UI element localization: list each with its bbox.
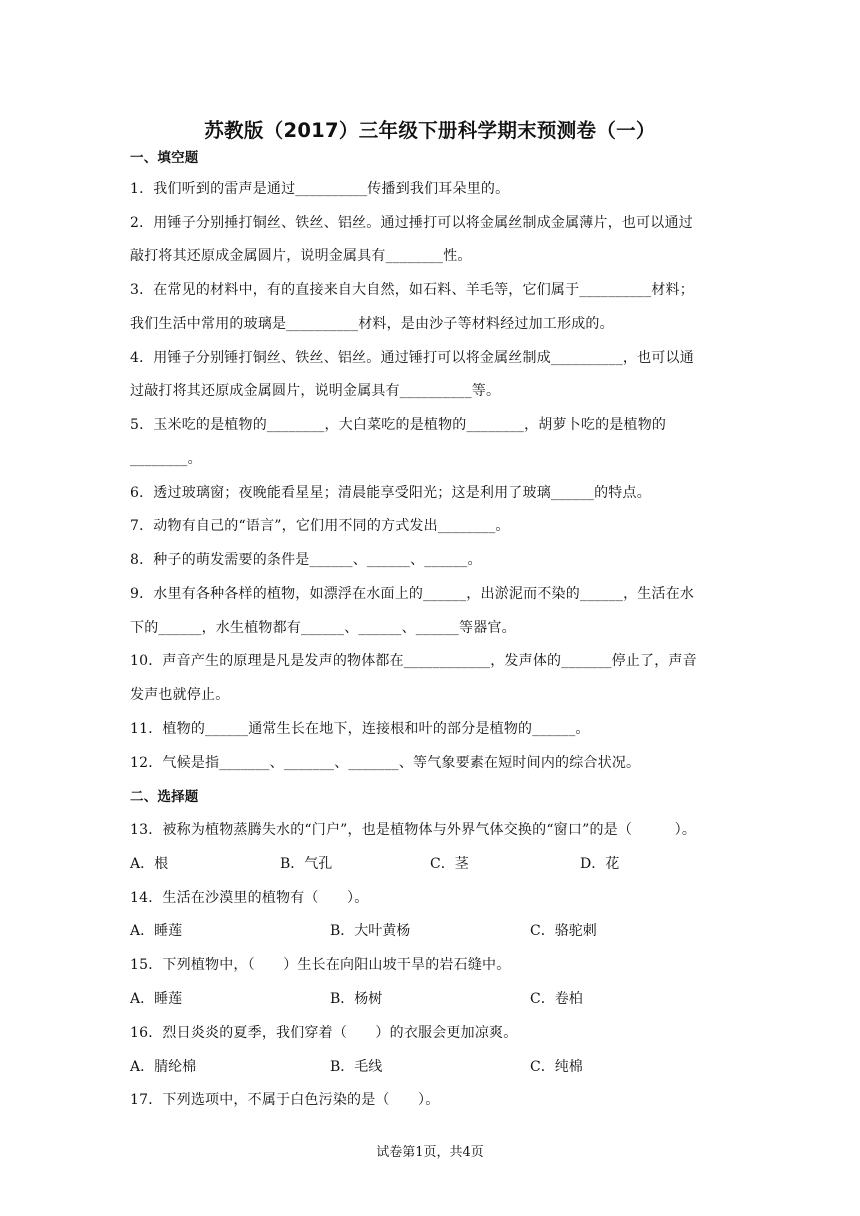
option-c: C．茎 xyxy=(430,856,469,872)
option-b: B．杨树 xyxy=(330,991,383,1007)
question-line: 下的______，水生植物都有______、______、______等器官。 xyxy=(130,620,516,636)
option-c: C．纯棉 xyxy=(530,1059,583,1075)
option-a: A．睡莲 xyxy=(130,923,183,939)
option-d: D．花 xyxy=(580,856,620,872)
question-line: 17．下列选项中，不属于白色污染的是（ ）。 xyxy=(130,1092,440,1108)
section-heading-choice: 二、选择题 xyxy=(130,789,199,805)
page-title: 苏教版（2017）三年级下册科学期末预测卷（一） xyxy=(204,119,656,142)
question-line: 5．玉米吃的是植物的________，大白菜吃的是植物的________，胡萝卜吃的是植物的 xyxy=(130,417,667,433)
question-line: 3．在常见的材料中，有的直接来自大自然，如石料、羊毛等，它们属于__________材料； xyxy=(130,282,694,298)
option-c: C．骆驼刺 xyxy=(530,923,597,939)
question-line: 发声也就停止。 xyxy=(130,687,230,703)
question-line: 8．种子的萌发需要的条件是______、______、______。 xyxy=(130,552,482,568)
question-line: 4．用锤子分别锤打铜丝、铁丝、铝丝。通过锤打可以将金属丝制成__________，也可以通 xyxy=(130,350,694,366)
option-c: C．卷柏 xyxy=(530,991,583,1007)
question-line: 9．水里有各种各样的植物，如漂浮在水面上的______，出淤泥而不染的______，生活在水 xyxy=(130,586,695,602)
question-line: 14．生活在沙漠里的植物有（ ）。 xyxy=(130,890,369,906)
option-b: B．大叶黄杨 xyxy=(330,923,411,939)
option-b: B．气孔 xyxy=(280,856,333,872)
question-line: 敲打将其还原成金属圆片，说明金属具有________性。 xyxy=(130,248,472,264)
question-line: 1．我们听到的雷声是通过__________传播到我们耳朵里的。 xyxy=(130,181,510,197)
question-line: 7．动物有自己的“语言”，它们用不同的方式发出________。 xyxy=(130,518,510,534)
option-b: B．毛线 xyxy=(330,1059,383,1075)
question-line: 12．气候是指_______、_______、_______、等气象要素在短时间内的综合状况。 xyxy=(130,755,641,771)
question-line: 10．声音产生的原理是凡是发声的物体都在____________，发声体的_______停止了，声音 xyxy=(130,653,697,669)
question-line: 过敲打将其还原成金属圆片，说明金属具有__________等。 xyxy=(130,383,501,399)
page-footer: 试卷第1页，共4页 xyxy=(376,1145,484,1160)
question-line: 11．植物的______通常生长在地下，连接根和叶的部分是植物的______。 xyxy=(130,721,590,737)
question-line: 6．透过玻璃窗；夜晚能看星星；清晨能享受阳光；这是利用了玻璃______的特点。 xyxy=(130,485,651,501)
question-line: 13．被称为植物蒸腾失水的“门户”，也是植物体与外界气体交换的“窗口”的是（ ）。 xyxy=(130,822,697,838)
section-heading-fill-blank: 一、填空题 xyxy=(130,150,199,166)
option-a: A．睡莲 xyxy=(130,991,183,1007)
option-a: A．根 xyxy=(130,856,169,872)
question-line: 2．用锤子分别捶打铜丝、铁丝、铝丝。通过捶打可以将金属丝制成金属薄片，也可以通过 xyxy=(130,215,693,231)
question-line: ________。 xyxy=(130,451,202,467)
question-line: 16．烈日炎炎的夏季，我们穿着（ ）的衣服会更加凉爽。 xyxy=(130,1025,518,1041)
option-a: A．腈纶棉 xyxy=(130,1059,197,1075)
question-line: 15．下列植物中，（ ）生长在向阳山坡干旱的岩石缝中。 xyxy=(130,957,511,973)
question-line: 我们生活中常用的玻璃是__________材料，是由沙子等材料经过加工形成的。 xyxy=(130,316,614,332)
